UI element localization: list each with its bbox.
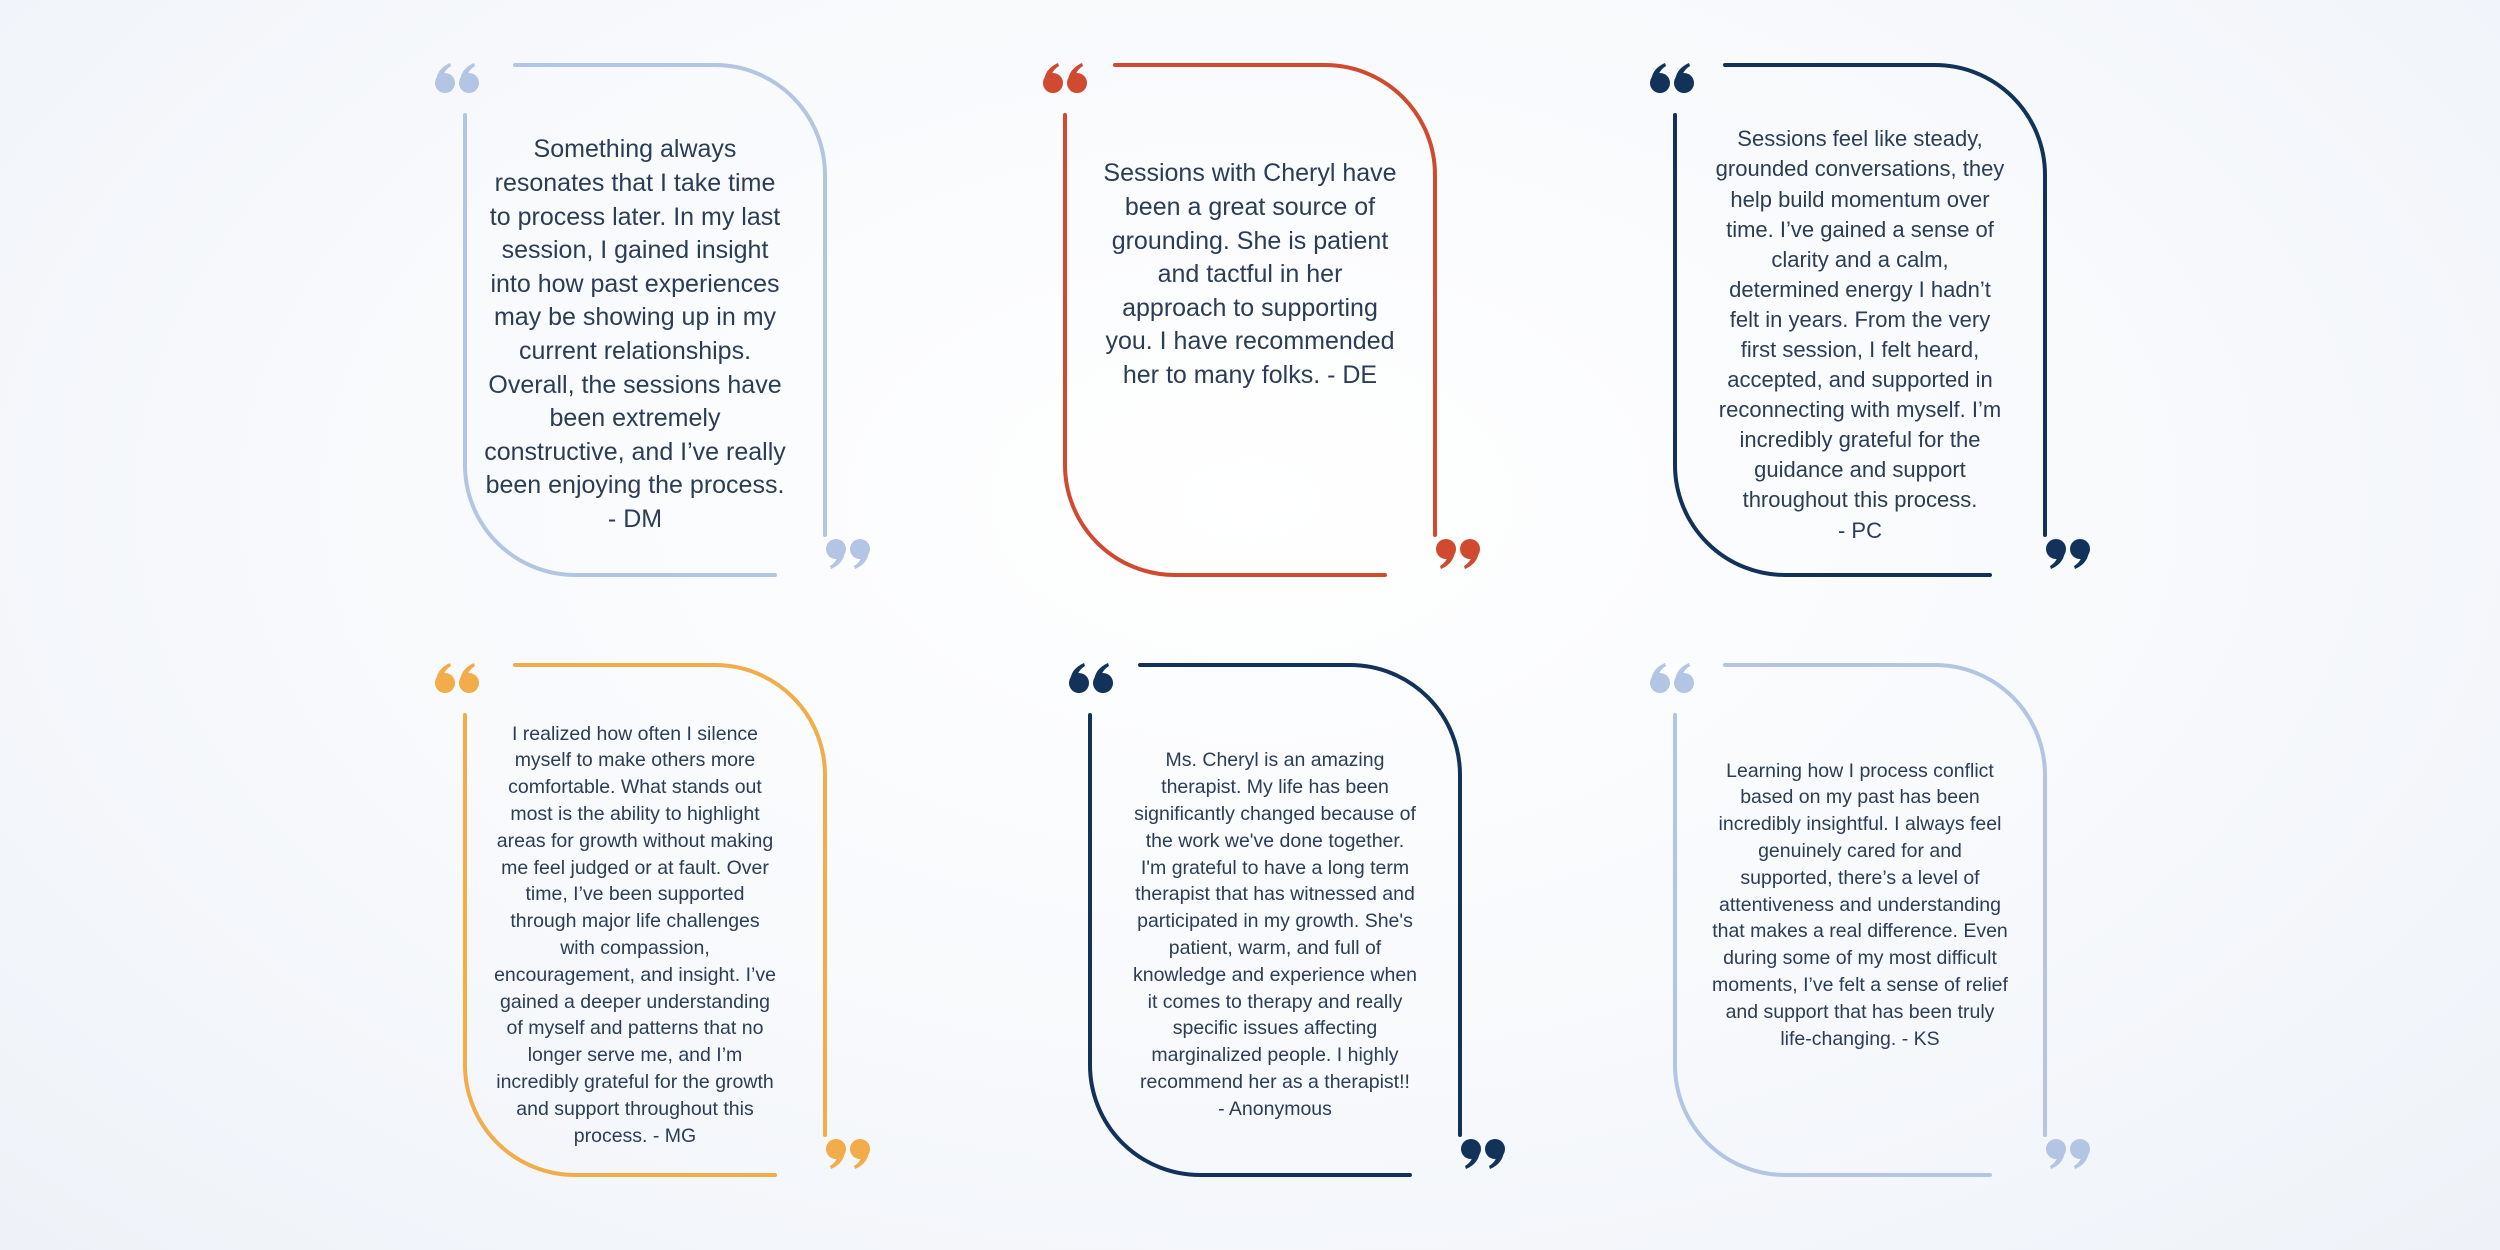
testimonial-card-dm [430, 55, 890, 595]
testimonial-card-de [1040, 55, 1500, 595]
testimonial-text: Sessions feel like steady, grounded conversations, they help build momentum over time. I’ve gained a sense of clarity and a calm, determined energy I hadn’t felt in years. From the very first session, I felt heard, accepted, and supported in reconnecting with myself. I’m incredibly grateful for the guidance and support throughout this process. - PC [1715, 126, 2005, 543]
testimonial-card-mg [430, 655, 890, 1195]
testimonial-text: Learning how I process conflict based on my past has been incredibly insightful. I always feel genuinely cared for and supported, there’s a level of attentiveness and understanding that makes a real difference. Even during some of my most difficult moments, I’ve felt a sense of relief and support that has been truly life-changing. - KS [1712, 759, 2008, 1050]
testimonial-text: Sessions with Cheryl have been a great source of grounding. She is patient and tactful in her approach to supporting you. I have recommended her to many folks. - DE [1103, 159, 1397, 389]
testimonial-card-pc [1640, 55, 2100, 595]
testimonial-text: Something always resonates that I take time to process later. In my last session, I gained insight into how past experiences may be showing up in my current relationships. Overall, the sessions have been extremely constructive, and I’ve really been enjoying the process. - DM [484, 135, 786, 533]
testimonial-card-anonymous [1065, 655, 1525, 1195]
close-quote-icon [1436, 539, 1480, 569]
testimonial-text: I realized how often I silence myself to make others more comfortable. What stands out most is the ability to highlight areas for growth without making me feel judged or at fault. Over time, I’ve been supported through major life challenges with compassion, encouragement, and insight. I’ve gained a deeper understanding of myself and patterns that no longer serve me, and I’m incredibly grateful for the growth and support throughout this process. - MG [494, 722, 776, 1147]
close-quote-icon [826, 539, 870, 569]
testimonial-card-ks [1640, 655, 2100, 1195]
close-quote-icon [826, 1139, 870, 1169]
testimonial-text: Ms. Cheryl is an amazing therapist. My life has been significantly changed because of the work we've done together. I'm grateful to have a long term therapist that has witnessed and participated in my growth. She's patient, warm, and full of knowledge and experience when it comes to therapy and really specific issues affecting marginalized people. I highly recommend her as a therapist!! - Anonymous [1132, 749, 1418, 1120]
close-quote-icon [1461, 1139, 1505, 1169]
close-quote-icon [2046, 1139, 2090, 1169]
close-quote-icon [2046, 539, 2090, 569]
